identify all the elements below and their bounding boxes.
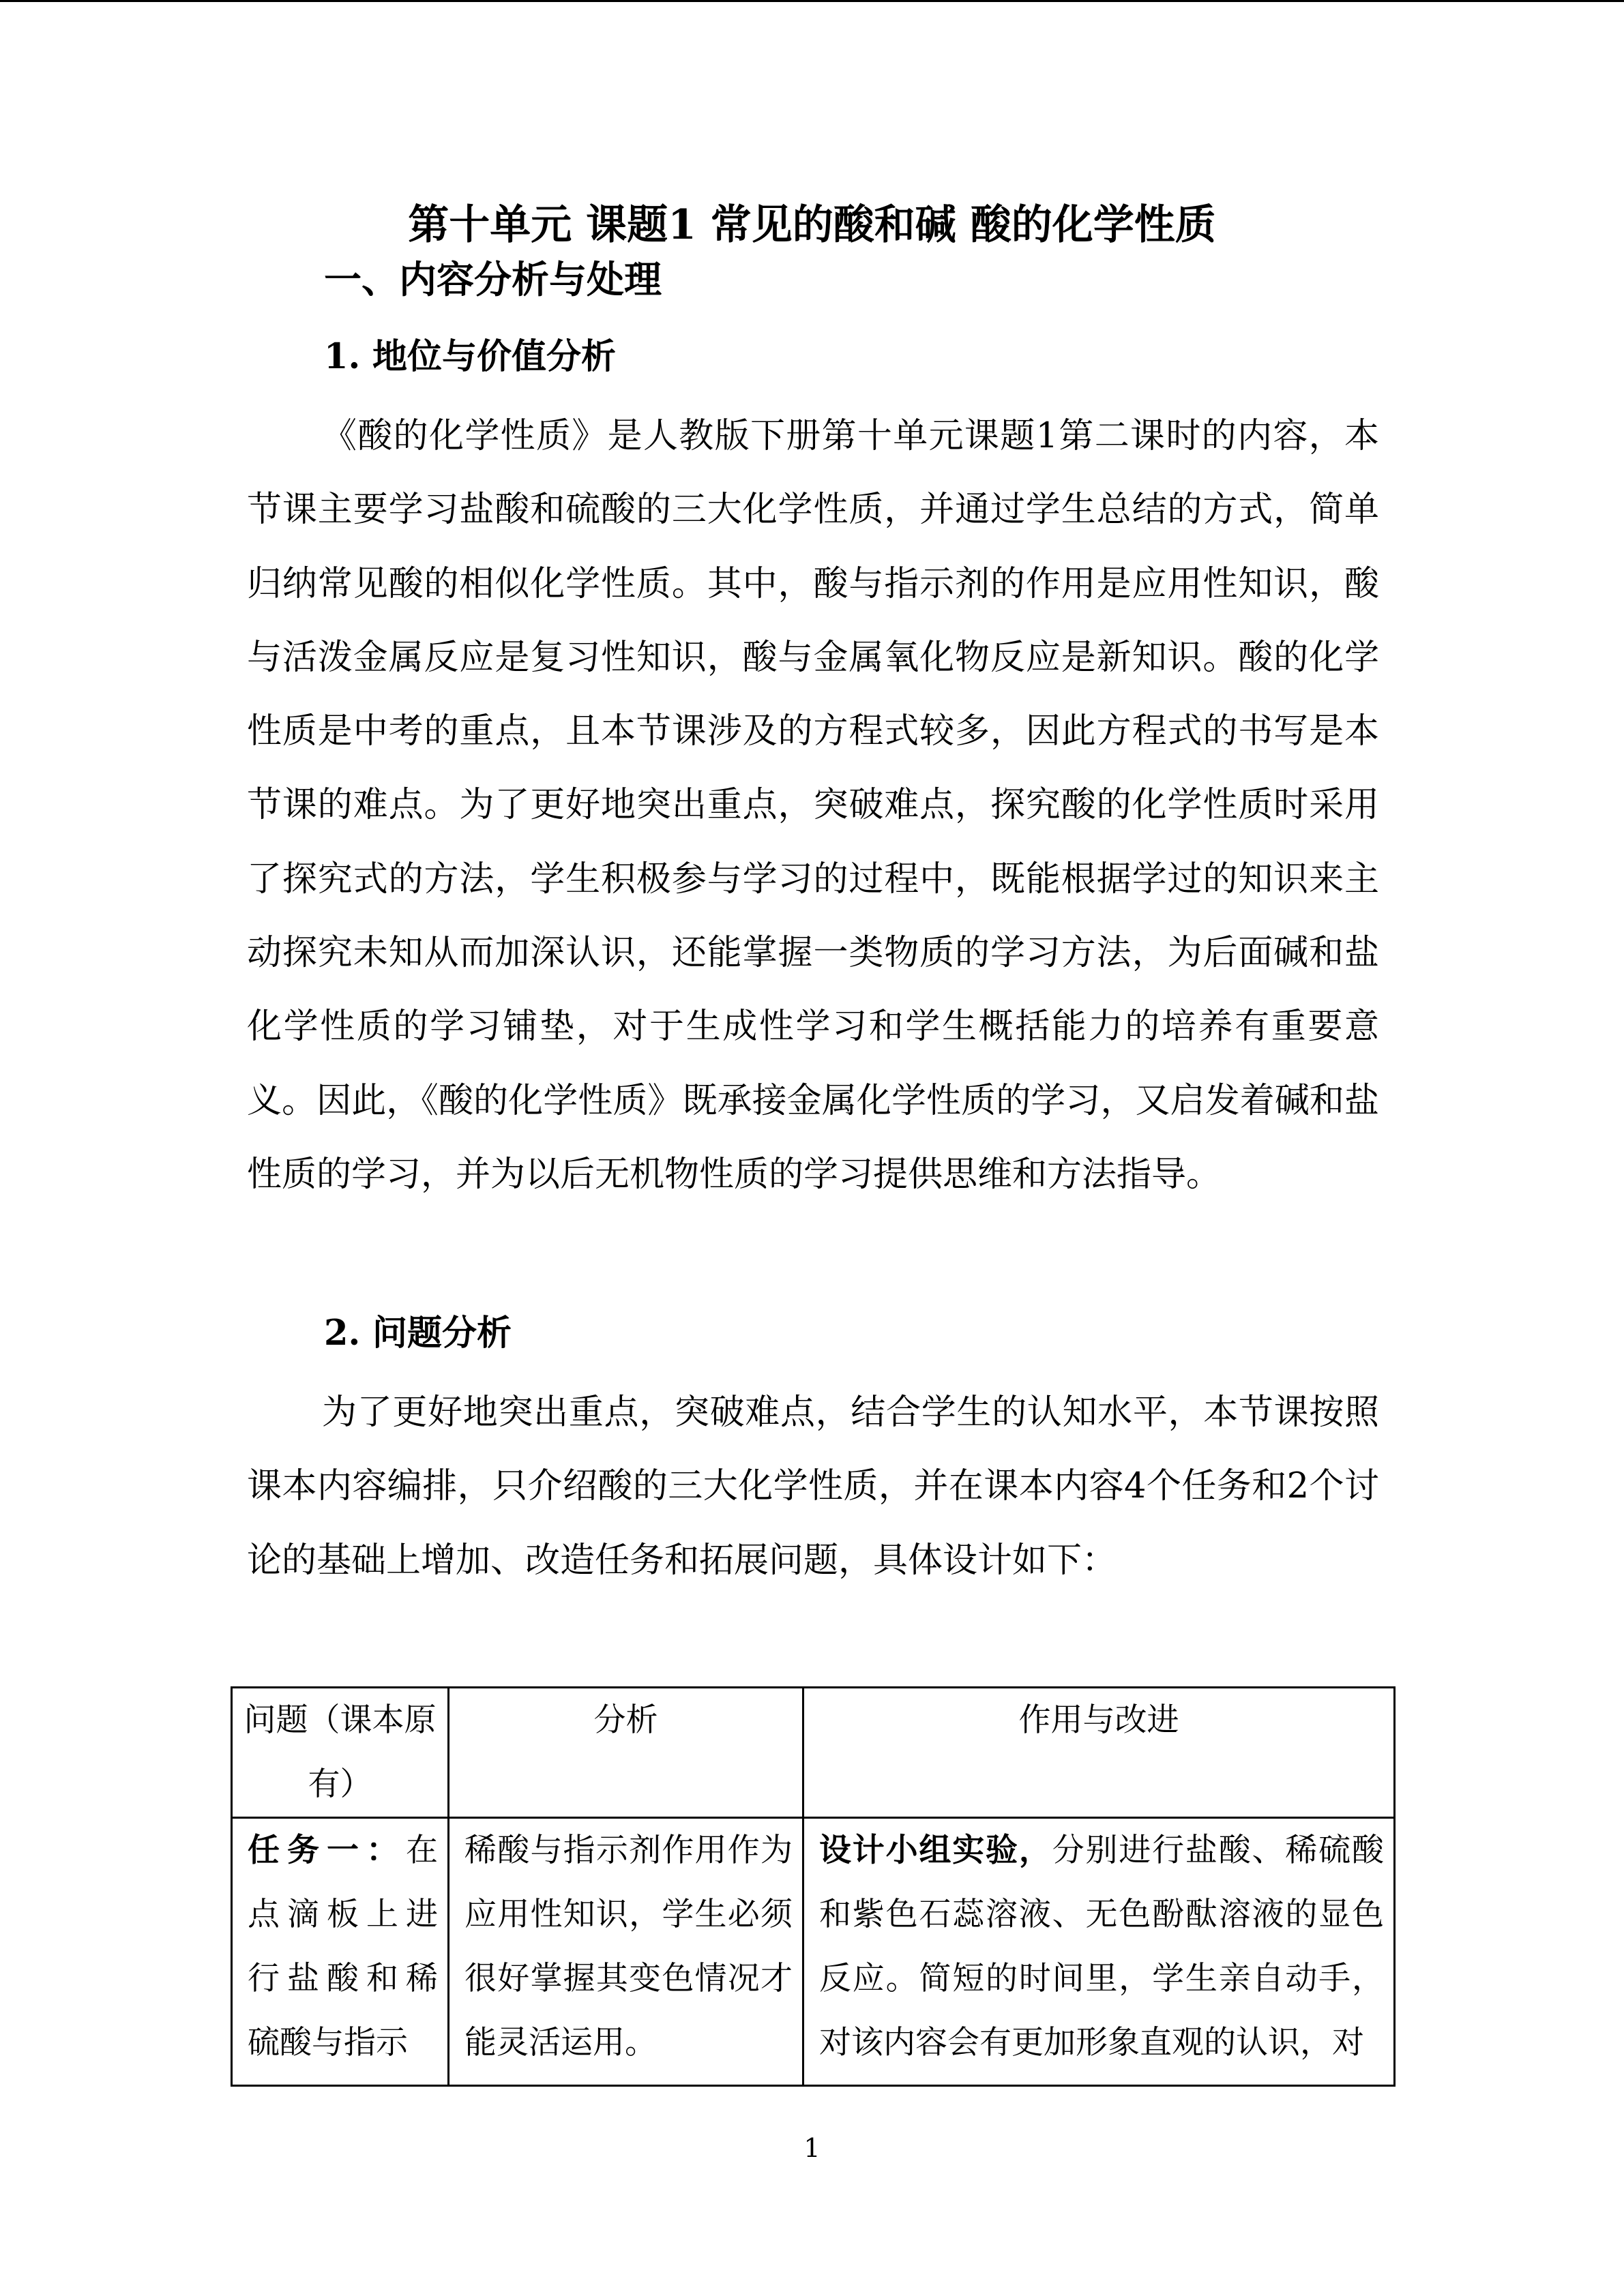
subsection-2-heading: 2. 问题分析 — [324, 1313, 512, 1354]
subsection-1-paragraph: 《酸的化学性质》是人教版下册第十单元课题1第二课时的内容，本节课主要学习盐酸和硫酸的三大化学性质，并通过学生总结的方式，简单归纳常见酸的相似化学性质。其中，酸与指示剂的作用是应用性知识，酸与活泼金属反应是复习性知识，酸与金属氧化物反应是新知识。酸的化学性质是中考的重点，且本节课涉及的方程式较多，因此方程式的书写是本节课的难点。为了更好地突出重点，突破难点，探究酸的化学性质时采用了探究式的方法，学生积极参与学习的过程中，既能根据学过的知识来主动探究未知从而加深认识，还能掌握一类物质的学习方法，为后面碱和盐化学性质的学习铺垫，对于生成性学习和学生概括能力的培养有重要意义。因此，《酸的化学性质》既承接金属化学性质的学习，又启发着碱和盐性质的学习，并为以后无机物性质的学习提供思维和方法指导。 — [247, 416, 1379, 1195]
page-top-border — [0, 0, 1624, 2]
subsection-1-heading: 1. 地位与价值分析 — [324, 336, 616, 377]
table-row — [232, 1818, 1395, 2086]
table-header-cell: 作用与改进 — [803, 1688, 1395, 1818]
table-cell-analysis: 稀酸与指示剂作用作为应用性知识，学生必须很好掌握其变色情况才能灵活运用。 — [449, 1818, 803, 2086]
page-number: 1 — [803, 2133, 821, 2163]
table-cell-effect — [803, 1818, 1395, 2086]
task-text: 在点滴板上进行盐酸和稀硫酸与指示 — [248, 1832, 438, 2061]
table-cell-task — [232, 1818, 449, 2086]
effect-label: 设计小组实验， — [819, 1832, 1052, 1869]
document-title: 第十单元 课题1 常见的酸和碱 酸的化学性质 — [408, 201, 1216, 249]
table-header-cell: 分析 — [449, 1688, 803, 1818]
effect-text: 分别进行盐酸、稀硫酸和紫色石蕊溶液、无色酚酞溶液的显色反应。简短的时间里，学生亲自动手，对该内容会有更加形象直观的认识，对 — [819, 1832, 1384, 2061]
section-heading: 一、内容分析与处理 — [324, 257, 662, 301]
table-header-cell: 问题（课本原有） — [232, 1688, 449, 1818]
table-header-row — [232, 1688, 1395, 1818]
design-table — [231, 1686, 1396, 2087]
task-label: 任务一： — [248, 1832, 406, 1869]
subsection-2-paragraph: 为了更好地突出重点，突破难点，结合学生的认知水平，本节课按照课本内容编排，只介绍酸的三大化学性质，并在课本内容4个任务和2个讨论的基础上增加、改造任务和拓展问题，具体设计如下： — [247, 1392, 1379, 1581]
